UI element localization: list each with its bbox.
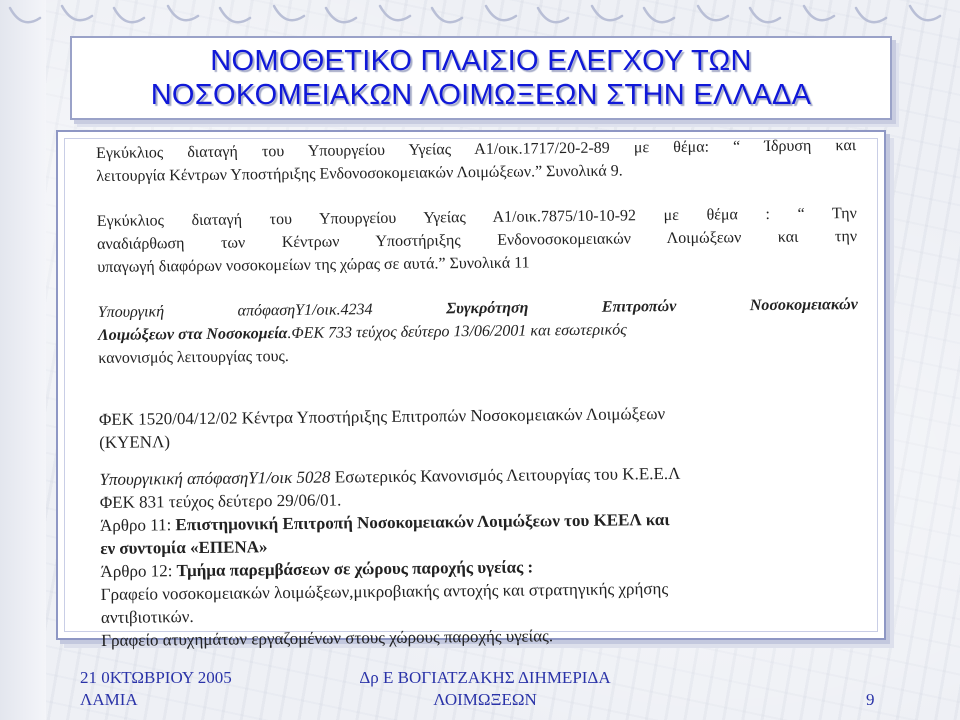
- doc-p1-line-1-text: Εγκύκλιος διαταγή του Υπουργείου Υγείας Α1/οικ.1717/20-2-89 με θέμα: “ Ίδρυση και: [96, 137, 857, 162]
- doc-p3-fek-ref: .ΦΕΚ 733 τεύχος δεύτερο 13/06/2001 και εσωτερικός: [287, 321, 627, 343]
- doc-article-12-label: Άρθρο 12:: [100, 561, 177, 581]
- background-left-band: [0, 0, 46, 720]
- slide-title-box: [70, 36, 892, 120]
- doc-p4-line-1-text: ΦΕΚ 1520/04/12/02 Κέντρα Υποστήριξης Επιτροπών Νοσοκομειακών Λοιμώξεων: [98, 404, 666, 429]
- doc-p5-line-8-text: Γραφείο ατυχημάτων εργαζομένων στους χώρους παροχής υγείας.: [101, 626, 554, 650]
- slide-page-number: 9: [866, 690, 875, 709]
- doc-p3-decision-ref: Υπουργική απόφασηΥ1/οικ.4234: [97, 301, 373, 321]
- slide-title-line-2: ΝΟΣΟΚΟΜΕΙΑΚΩΝ ΛΟΙΜΩΞΕΩΝ ΣΤΗΝ ΕΛΛΑΔΑ: [150, 79, 812, 111]
- doc-p2-line-1-text: Εγκύκλιος διαταγή του Υπουργείου Υγείας Α1/οικ.7875/10-10-92 με θέμα : “ Την: [96, 205, 857, 230]
- footer-presenter-line-1: Δρ Ε ΒΟΓΙΑΤΖΑΚΗΣ ΔΙΗΜΕΡΙΔΑ: [359, 668, 611, 687]
- doc-p5-line-6-text: Γραφείο νοσοκομειακών λοιμώξεων,μικροβιακής αντοχής και στρατηγικής χρήσης: [100, 579, 669, 604]
- doc-p5-decision-ref: Υπουργικική απόφασηΥ1/οικ 5028: [99, 467, 331, 489]
- doc-p5-line-7-text: αντιβιοτικών.: [100, 607, 194, 627]
- doc-p3-subject-2: Λοιμώξεων στα Νοσοκομεία: [97, 325, 288, 344]
- doc-p2-line-3-text: υπαγωγή διαφόρων νοσοκομείων της χώρας σε αυτά.” Συνολικά 11: [97, 254, 530, 276]
- scanned-document-frame: [56, 130, 886, 650]
- doc-p3-subject-1: Συγκρότηση Επιτροπών Νοσοκομειακών: [446, 296, 858, 318]
- doc-p5-line-2-text: ΦΕΚ 831 τεύχος δεύτερο 29/06/01.: [99, 490, 342, 512]
- doc-p2-line-2-text: αναδιάρθωση των Κέντρων Υποστήριξης Ενδονοσοκομειακών Λοιμώξεων και την: [96, 228, 858, 253]
- doc-p3-line-3-text: κανονισμός λειτουργίας τους.: [98, 347, 289, 367]
- doc-article-11-title: Επιστημονική Επιτροπή Νοσοκομειακών Λοιμώξεων του ΚΕΕΛ και: [175, 510, 670, 535]
- doc-article-12-title: Τμήμα παρεμβάσεων σε χώρους παροχής υγείας :: [176, 557, 534, 581]
- doc-p4-line-2-text: (ΚΥΕΝΛ): [99, 432, 171, 452]
- footer-date: 21 0ΚΤΩΒΡΙΟΥ 2005: [80, 668, 232, 687]
- doc-p5-line-4-text: εν συντομία «ΕΠΕΝΑ»: [100, 537, 268, 558]
- footer-location: ΛΑΜΙΑ: [80, 690, 138, 709]
- footer-presenter-line-2: ΛΟΙΜΩΞΕΩΝ: [433, 690, 537, 709]
- footer-date-location: [80, 667, 232, 711]
- doc-p5-regulation-title: Εσωτερικός Κανονισμός Λειτουργίας του Κ.Ε.Ε.Λ: [330, 463, 681, 487]
- doc-article-11-label: Άρθρο 11:: [99, 515, 176, 535]
- footer-presenter: [340, 667, 630, 711]
- doc-p1-line-2-text: λειτουργία Κέντρων Υποστήριξης Ενδονοσοκομειακών Λοιμώξεων.” Συνολικά 9.: [96, 162, 623, 185]
- scanned-document-text: [96, 134, 861, 652]
- slide-title-line-1: ΝΟΜΟΘΕΤΙΚΟ ΠΛΑΙΣΙΟ ΕΛΕΓΧΟΥ ΤΩΝ: [210, 45, 752, 77]
